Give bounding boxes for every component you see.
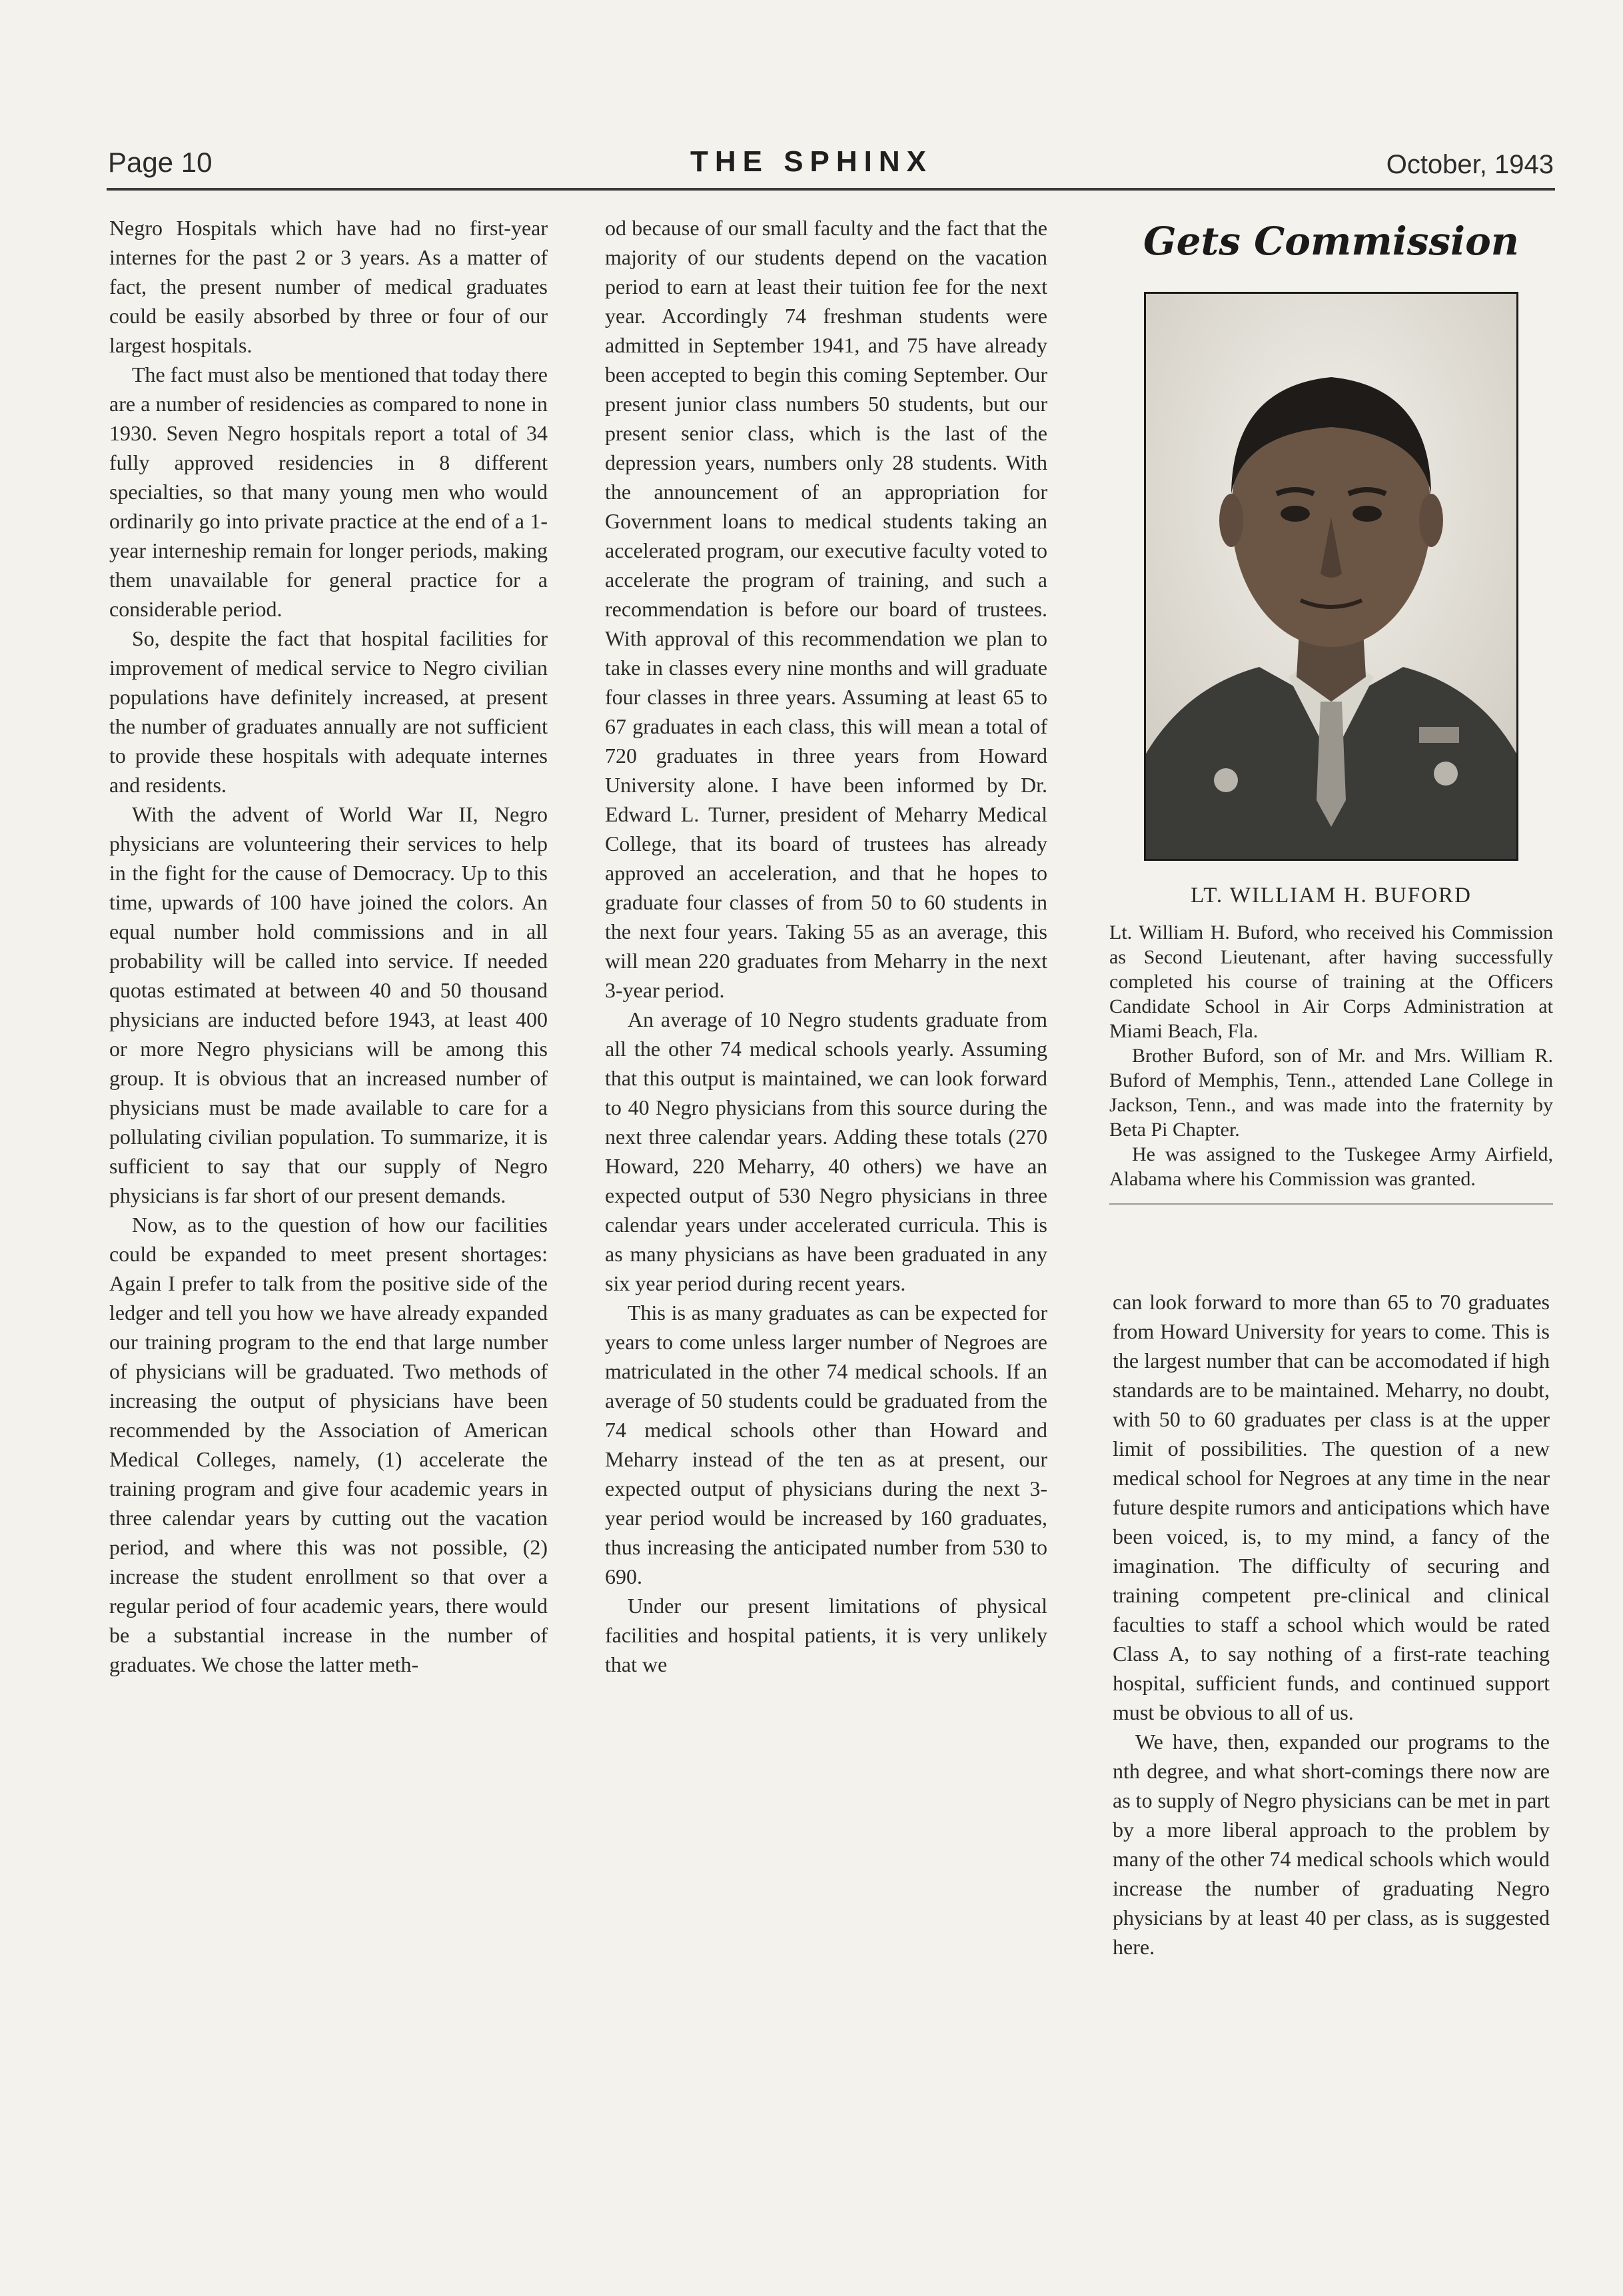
- paragraph: Lt. William H. Buford, who received his Commission as Second Lieutenant, after having successfully completed his course of training at the Officers Candidate School in Air Corps Administration at Miami Beach, Fla.: [1109, 921, 1553, 1042]
- portrait-photo-icon: [1144, 292, 1518, 861]
- paragraph: An average of 10 Negro students graduate from all the other 74 medical schools yearly. Assuming that this output is maintained, we can look forward to 40 Negro physicians from this source during the next three calendar years. Adding these totals (270 Howard, 220 Meharry, 40 others) we have an expected output of 530 Negro physicians in three calendar years under accelerated curricula. This is as many physicians as have been graduated in any six year period during recent years.: [605, 1007, 1047, 1295]
- header-rule: [107, 188, 1555, 191]
- feature-bio: [1109, 920, 1553, 1191]
- masthead-title: THE SPHINX: [690, 145, 933, 178]
- paragraph: With the advent of World War II, Negro physicians are volunteering their services to help in the fight for the cause of Democracy. Up to this time, upwards of 100 have joined the colors. An equal number hold commissions and in all probability will be called into service. If needed quotas estimated at between 40 and 50 thousand physicians are inducted before 1943, at least 400 or more Negro physicians will be among this group. It is obvious that an increased number of physicians must be made available to care for a pollulating civilian population. To summarize, it is sufficient to say that our supply of Negro physicians is far short of our present demands.: [109, 802, 548, 1207]
- issue-date: October, 1943: [1386, 150, 1554, 179]
- feature-title: Gets Commission: [1143, 219, 1519, 264]
- paragraph: This is as many graduates as can be expected for years to come unless larger number of Negroes are matriculated in the other 74 medical schools. If an average of 50 students could be graduated from the 74 medical schools other than Howard and Meharry instead of the ten as at present, our expected output of physicians during the next 3-year period would be increased by 160 graduates, thus increasing the anticipated number from 530 to 690.: [605, 1301, 1047, 1588]
- paragraph: We have, then, expanded our programs to the nth degree, and what short-comings there now are as to supply of Negro physicians can be met in part by a more liberal approach to the problem by many of the other 74 medical schools which would increase the number of graduating Negro physicians by at least 40 per class, as is suggested here.: [1113, 1730, 1550, 1959]
- paragraph: can look forward to more than 65 to 70 graduates from Howard University for years to come. This is the largest number that can be accomodated if high standards are to be maintained. Meharry, no doubt, with 50 to 60 graduates per class is at the upper limit of possibilities. The question of a new medical school for Negroes at any time in the near future despite rumors and anticipations which have been voiced, is, to my mind, a fancy of the imagination. The difficulty of securing and training competent pre-clinical and clinical faculties to staff a school which would be rated Class A, to say nothing of a first-rate teaching hospital, sufficient funds, and continued support must be obvious to all of us.: [1113, 1290, 1550, 1724]
- paragraph: He was assigned to the Tuskegee Army Airfield, Alabama where his Commission was granted.: [1109, 1143, 1553, 1190]
- paragraph: So, despite the fact that hospital facilities for improvement of medical service to Negro civilian populations have definitely increased, at present the number of graduates annually are not sufficient to provide these hospitals with adequate internes and residents.: [109, 626, 548, 797]
- paragraph: Brother Buford, son of Mr. and Mrs. William R. Buford of Memphis, Tenn., attended Lane College in Jackson, Tenn., and was made into the fraternity by Beta Pi Chapter.: [1109, 1045, 1553, 1141]
- paragraph: od because of our small faculty and the fact that the majority of our students depend on the vacation period to earn at least their tuition fee for the next year. Accordingly 74 freshman students were admitted in September 1941, and 75 have already been accepted to begin this coming September. Our present junior class numbers 50 students, but our present senior class, which is the last of the depression years, numbers only 28 students. With the announcement of an appropriation for Government loans to medical students taking an accelerated program, our executive faculty voted to accelerate the program of training, and such a recommendation is before our board of trustees. With approval of this recommendation we plan to take in classes every nine months and will graduate four classes in three years. Assuming at least 65 to 67 graduates in each class, this will mean a total of 720 graduates in three years from Howard University alone. I have been informed by Dr. Edward L. Turner, president of Meharry Medical College, that its board of trustees has already approved an acceleration, and that he hopes to graduate four classes of from 50 to 60 students in the next four years. Taking 55 as an average, this will mean 220 graduates from Meharry in the next 3-year period.: [605, 216, 1047, 1002]
- paragraph: Negro Hospitals which have had no first-year internes for the past 2 or 3 years. As a matter of fact, the present number of medical graduates could be easily absorbed by three or four of our largest hospitals.: [109, 216, 548, 357]
- photo-caption: LT. WILLIAM H. BUFORD: [1191, 883, 1472, 907]
- article-column-3: [1113, 1287, 1550, 1962]
- feature-divider: [1109, 1203, 1553, 1205]
- paragraph: Under our present limitations of physical facilities and hospital patients, it is very unlikely that we: [605, 1594, 1047, 1676]
- article-column-2: [605, 213, 1047, 1679]
- paragraph: The fact must also be mentioned that today there are a number of residencies as compared to none in 1930. Seven Negro hospitals report a total of 34 fully approved residencies in 8 different specialties, so that many young men who would ordinarily go into private practice at the end of a 1-year interneship remain for longer periods, making them unavailable for general practice for a considerable period.: [109, 362, 548, 621]
- page-header: [0, 0, 1623, 200]
- article-column-1: [109, 213, 548, 1679]
- page-number: Page 10: [108, 147, 213, 178]
- paragraph: Now, as to the question of how our facilities could be expanded to meet present shortages: Again I prefer to talk from the positive side of the ledger and tell you how we have already expanded our training program to the end that large number of physicians will be graduated. Two methods of increasing the output of physicians have been recommended by the Association of American Medical Colleges, namely, (1) accelerate the training program and give four academic years in three calendar years by cutting out the vacation period, and where this was not possible, (2) increase the student enrollment so that over a regular period of four academic years, there would be a substantial increase in the number of graduates. We chose the latter meth-: [109, 1213, 548, 1676]
- commission-feature: [1109, 213, 1553, 1205]
